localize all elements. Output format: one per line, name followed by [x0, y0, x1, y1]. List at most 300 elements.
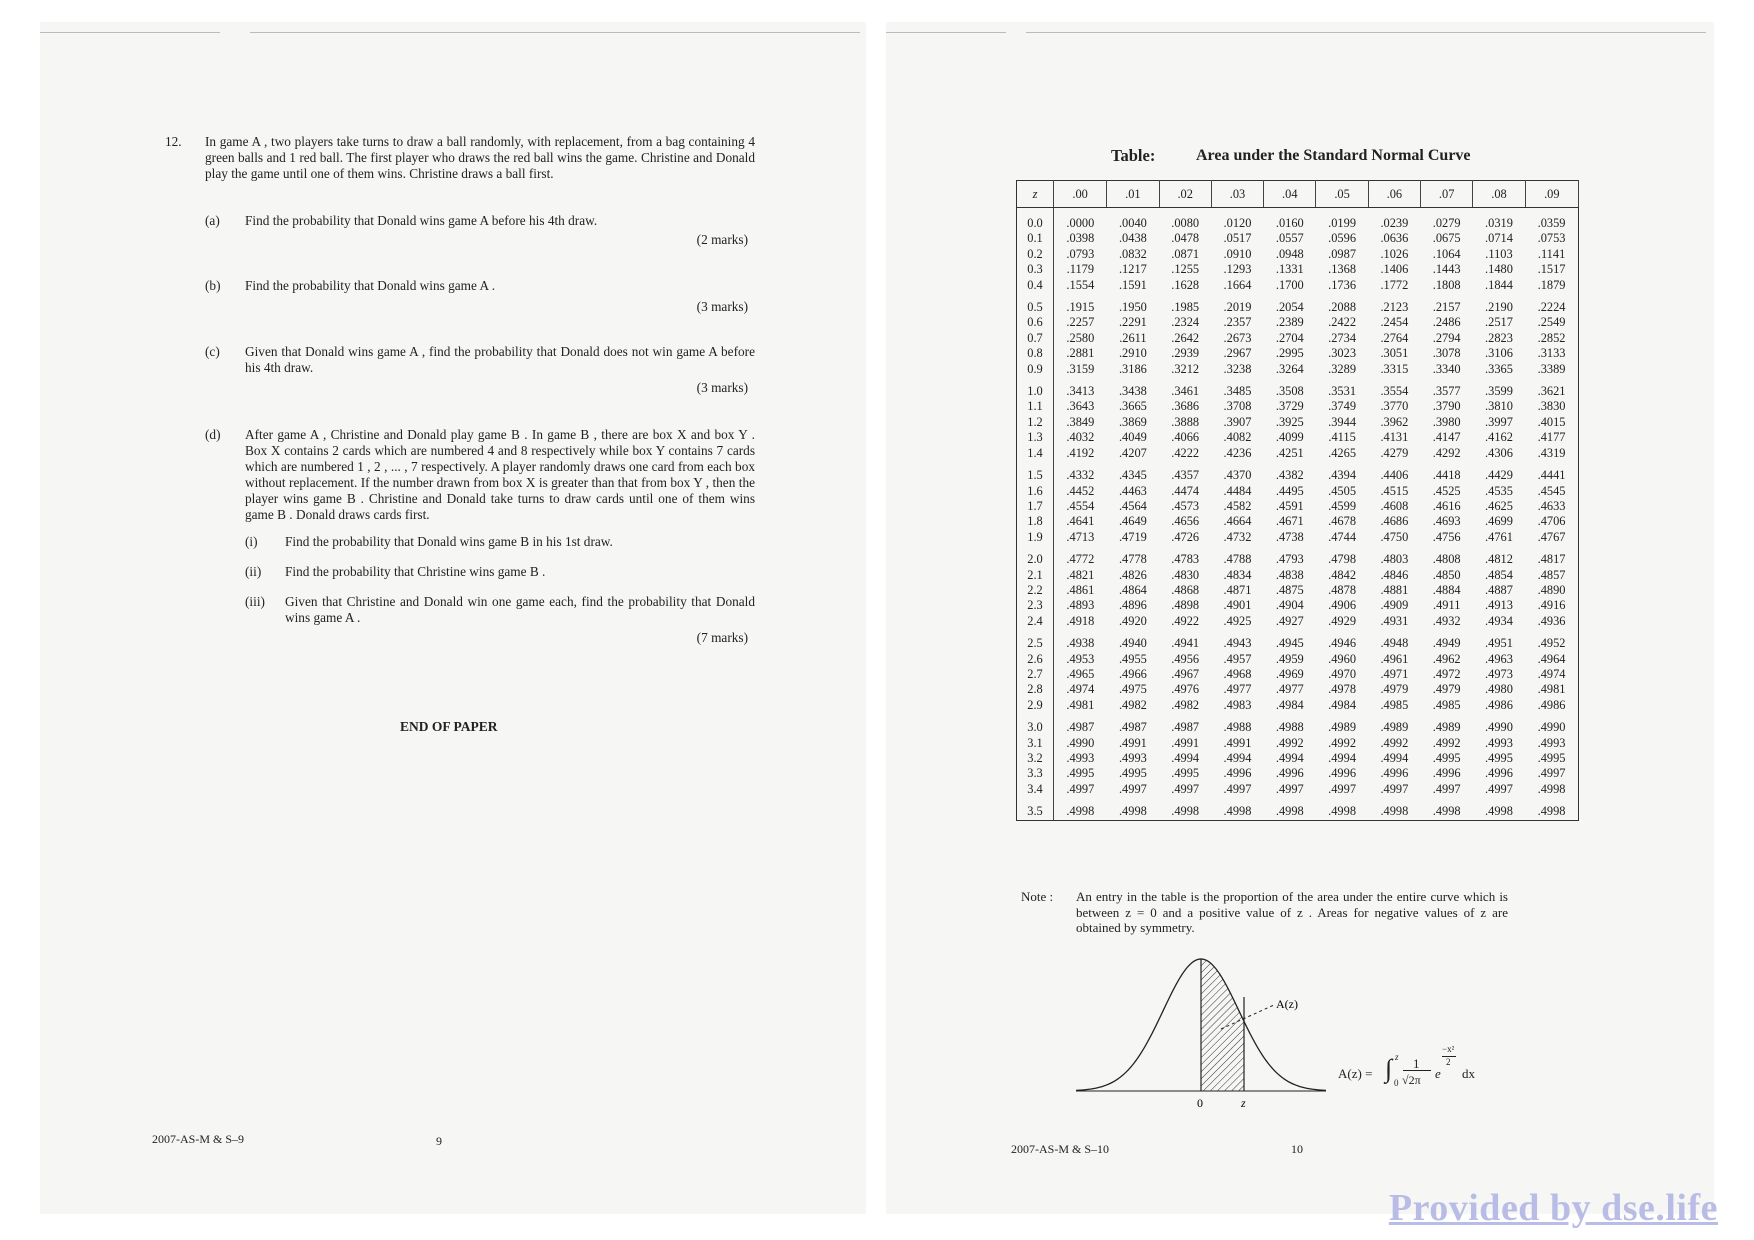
page-top-rule: [1026, 32, 1706, 33]
table-cell: .4979: [1432, 682, 1461, 697]
area-label: A(z): [1276, 997, 1298, 1011]
table-row: [1017, 514, 1579, 529]
table-cell: .4989: [1432, 720, 1461, 735]
table-cell: .0000: [1066, 216, 1095, 230]
row-z-value: 1.2: [1017, 415, 1054, 430]
table-cell: .4429: [1485, 468, 1513, 483]
table-row: [1017, 499, 1579, 514]
row-z-value: 1.4: [1017, 446, 1054, 461]
table-cell: .2324: [1171, 315, 1200, 330]
table-label: Table:: [1111, 146, 1156, 165]
table-cell: .4973: [1485, 666, 1513, 681]
table-cell: .4994: [1171, 751, 1200, 765]
row-z-value: 2.1: [1017, 568, 1054, 583]
table-cell: .1255: [1171, 262, 1200, 277]
table-cell: .4998: [1223, 804, 1252, 819]
table-cell: .4319: [1537, 445, 1566, 460]
question-number: 12.: [165, 134, 182, 149]
table-cell: .4909: [1380, 598, 1409, 613]
table-cell: .4967: [1171, 666, 1200, 681]
table-cell: .3023: [1328, 346, 1357, 361]
table-cell: .2764: [1380, 330, 1409, 345]
table-cell: .4868: [1171, 582, 1200, 597]
table-cell: .4838: [1275, 567, 1304, 582]
table-cell: .0080: [1171, 216, 1200, 230]
table-cell: .4382: [1275, 468, 1304, 483]
table-cell: .1406: [1380, 262, 1409, 277]
column-header: .07: [1421, 181, 1473, 208]
table-cell: .4998: [1328, 804, 1357, 819]
table-cell: .4995: [1537, 751, 1566, 765]
part-text-a: Find the probability that Donald wins game A before his 4th draw.: [245, 213, 598, 228]
table-cell: .4744: [1328, 529, 1357, 544]
table-cell: .4995: [1066, 766, 1095, 781]
table-cell: .4441: [1537, 468, 1566, 483]
table-cell: .2054: [1275, 300, 1304, 315]
part-text-c: Given that Donald wins game A , find the probability that Donald does not win game A before his 4th draw.: [245, 344, 755, 375]
table-cell: .4693: [1432, 514, 1461, 529]
table-row: [1017, 362, 1579, 377]
table-cell: .4871: [1223, 582, 1252, 597]
table-cell: .2995: [1275, 346, 1304, 361]
table-cell: .4974: [1066, 682, 1095, 697]
subpart-text-ii: Find the probability that Christine wins game B .: [285, 564, 546, 579]
table-cell: .3289: [1328, 361, 1357, 376]
fraction-numerator: 1: [1413, 1056, 1420, 1071]
table-cell: .3438: [1118, 384, 1147, 399]
table-cell: .0557: [1275, 231, 1304, 246]
table-cell: .4984: [1275, 697, 1304, 712]
column-header-z: z: [1017, 181, 1054, 208]
table-cell: .4591: [1275, 498, 1304, 513]
table-cell: .4953: [1066, 651, 1095, 666]
watermark-link[interactable]: Provided by dse.life: [1388, 1187, 1718, 1229]
row-z-value: 2.2: [1017, 583, 1054, 598]
table-cell: .4115: [1328, 430, 1356, 445]
table-cell: .0714: [1485, 231, 1513, 246]
table-cell: .1736: [1328, 277, 1357, 292]
table-cell: .3830: [1537, 399, 1566, 414]
table-cell: .4049: [1118, 430, 1147, 445]
table-cell: .4998: [1380, 804, 1409, 819]
table-cell: .4960: [1328, 651, 1357, 666]
table-row: [1017, 399, 1579, 414]
column-header: .05: [1316, 181, 1368, 208]
row-z-value: 1.7: [1017, 499, 1054, 514]
table-cell: .1844: [1485, 277, 1513, 292]
table-row: [1017, 377, 1579, 399]
exam-page-left: [40, 22, 866, 1214]
question-stem: In game A , two players take turns to draw a ball randomly, with replacement, from a bag containing 4 green balls and 1 red ball. The first player who draws the red ball wins the game. Christine and Donald play the game until one of them wins. Christine draws a ball first.: [205, 134, 755, 181]
table-cell: .4925: [1223, 613, 1252, 628]
table-cell: .2910: [1118, 346, 1147, 361]
table-row: [1017, 346, 1579, 361]
table-row: [1017, 415, 1579, 430]
subparts-marks: (7 marks): [696, 630, 748, 645]
row-z-value: 0.9: [1017, 362, 1054, 377]
table-cell: .4998: [1537, 804, 1566, 819]
table-cell: .3925: [1275, 414, 1304, 429]
table-cell: .4968: [1223, 666, 1252, 681]
table-row: [1017, 614, 1579, 629]
table-cell: .4608: [1380, 498, 1409, 513]
table-cell: .4906: [1328, 598, 1357, 613]
table-cell: .3577: [1432, 384, 1461, 399]
table-cell: .4357: [1171, 468, 1200, 483]
table-row: [1017, 782, 1579, 797]
table-cell: .4222: [1171, 445, 1200, 460]
table-cell: .4962: [1432, 651, 1461, 666]
table-row: [1017, 598, 1579, 613]
table-cell: .4964: [1537, 651, 1566, 666]
table-cell: .3531: [1328, 384, 1357, 399]
table-cell: .0120: [1223, 216, 1252, 230]
table-cell: .4985: [1432, 697, 1461, 712]
table-cell: .4525: [1432, 483, 1461, 498]
fraction-bar: [1403, 1070, 1431, 1071]
table-cell: .4761: [1485, 529, 1513, 544]
table-cell: .4990: [1066, 735, 1095, 750]
table-row: [1017, 430, 1579, 445]
table-cell: .4699: [1485, 514, 1513, 529]
subpart-text-i: Find the probability that Donald wins game B in his 1st draw.: [285, 534, 613, 549]
table-row: [1017, 682, 1579, 697]
table-cell: .4904: [1275, 598, 1304, 613]
table-cell: .4997: [1171, 781, 1200, 796]
table-cell: .4545: [1537, 483, 1566, 498]
table-cell: .4988: [1223, 720, 1252, 735]
table-cell: .3770: [1380, 399, 1409, 414]
table-cell: .4345: [1118, 468, 1147, 483]
table-cell: .4982: [1118, 697, 1147, 712]
row-z-value: 0.5: [1017, 293, 1054, 315]
table-cell: .4582: [1223, 498, 1252, 513]
table-cell: .0040: [1118, 216, 1147, 230]
table-row: [1017, 446, 1579, 461]
table-cell: .4788: [1223, 552, 1252, 567]
table-cell: .3962: [1380, 414, 1409, 429]
table-cell: .4495: [1275, 483, 1304, 498]
table-cell: .4985: [1380, 697, 1409, 712]
table-cell: .4834: [1223, 567, 1252, 582]
table-cell: .4808: [1432, 552, 1461, 567]
table-cell: .0987: [1328, 246, 1357, 261]
table-cell: .4896: [1118, 598, 1147, 613]
axis-z-label: z: [1241, 1096, 1246, 1110]
table-cell: .4996: [1328, 766, 1357, 781]
table-cell: .3997: [1485, 414, 1513, 429]
column-header: .09: [1525, 181, 1578, 208]
table-cell: .1480: [1485, 262, 1513, 277]
table-cell: .4846: [1380, 567, 1409, 582]
formula-dx: dx: [1462, 1066, 1475, 1081]
table-cell: .4406: [1380, 468, 1409, 483]
table-cell: .2704: [1275, 330, 1304, 345]
table-cell: .1808: [1432, 277, 1461, 292]
column-header: .01: [1107, 181, 1159, 208]
table-cell: .4505: [1328, 483, 1357, 498]
table-row: [1017, 530, 1579, 545]
table-cell: .2611: [1119, 330, 1147, 345]
table-row: [1017, 331, 1579, 346]
table-cell: .4965: [1066, 666, 1095, 681]
integral-sign: ∫: [1385, 1054, 1393, 1083]
table-cell: .0636: [1380, 231, 1409, 246]
table-cell: .4970: [1328, 666, 1357, 681]
table-cell: .4955: [1118, 651, 1147, 666]
table-cell: .4515: [1380, 483, 1409, 498]
table-cell: .4997: [1380, 781, 1409, 796]
table-cell: .4452: [1066, 483, 1095, 498]
table-cell: .4641: [1066, 514, 1095, 529]
subpart-label-iii: (iii): [245, 594, 265, 609]
table-cell: .4306: [1485, 445, 1513, 460]
table-cell: .4997: [1432, 781, 1461, 796]
row-z-value: 3.4: [1017, 782, 1054, 797]
table-cell: .4966: [1118, 666, 1147, 681]
table-cell: .4998: [1171, 804, 1200, 819]
table-cell: .2291: [1118, 315, 1147, 330]
table-cell: .1664: [1223, 277, 1252, 292]
table-cell: .4778: [1118, 552, 1147, 567]
table-cell: .3749: [1328, 399, 1357, 414]
table-cell: .4292: [1432, 445, 1461, 460]
table-row: [1017, 766, 1579, 781]
table-cell: .3264: [1275, 361, 1304, 376]
part-text-b: Find the probability that Donald wins game A .: [245, 278, 496, 293]
subpart-label-i: (i): [245, 534, 258, 549]
end-of-paper: END OF PAPER: [400, 719, 498, 734]
table-cell: .4984: [1328, 697, 1357, 712]
table-cell: .2967: [1223, 346, 1252, 361]
table-cell: .4998: [1118, 804, 1147, 819]
table-cell: .4982: [1171, 697, 1200, 712]
table-cell: .0478: [1171, 231, 1200, 246]
table-cell: .4756: [1432, 529, 1461, 544]
table-cell: .1700: [1275, 277, 1304, 292]
table-cell: .4934: [1485, 613, 1513, 628]
table-cell: .4992: [1432, 735, 1461, 750]
table-cell: .4992: [1328, 735, 1357, 750]
table-cell: .4066: [1171, 430, 1200, 445]
table-cell: .4207: [1118, 445, 1147, 460]
table-row: [1017, 315, 1579, 330]
table-cell: .1517: [1537, 262, 1566, 277]
table-cell: .3078: [1432, 346, 1461, 361]
table-cell: .3238: [1223, 361, 1252, 376]
table-cell: .4992: [1275, 735, 1304, 750]
exam-page-right: [886, 22, 1714, 1214]
table-cell: .4940: [1118, 636, 1147, 651]
table-cell: .3980: [1432, 414, 1461, 429]
table-cell: .4713: [1066, 529, 1095, 544]
table-row: [1017, 208, 1579, 232]
table-cell: .4279: [1380, 445, 1409, 460]
table-cell: .4920: [1118, 613, 1147, 628]
table-cell: .4599: [1328, 498, 1357, 513]
table-cell: .4783: [1171, 552, 1200, 567]
column-header: .00: [1054, 181, 1107, 208]
note-label: Note :: [1021, 889, 1054, 904]
table-cell: .4987: [1118, 720, 1147, 735]
table-cell: .4732: [1223, 529, 1252, 544]
table-cell: .4992: [1380, 735, 1409, 750]
table-row: [1017, 652, 1579, 667]
table-cell: .4951: [1485, 636, 1513, 651]
table-cell: .3461: [1171, 384, 1200, 399]
table-cell: .4996: [1275, 766, 1304, 781]
page-number: 10: [1291, 1142, 1303, 1156]
part-marks-a: (2 marks): [696, 232, 748, 247]
row-z-value: 2.3: [1017, 598, 1054, 613]
table-cell: .4997: [1328, 781, 1357, 796]
table-cell: .1628: [1171, 277, 1200, 292]
subpart-label-ii: (ii): [245, 564, 262, 579]
table-cell: .4993: [1066, 751, 1095, 765]
table-cell: .4997: [1223, 781, 1252, 796]
table-cell: .4817: [1537, 552, 1566, 567]
table-cell: .0793: [1066, 246, 1095, 261]
table-cell: .2517: [1485, 315, 1513, 330]
table-cell: .4332: [1066, 468, 1095, 483]
row-z-value: 1.6: [1017, 484, 1054, 499]
table-cell: .4625: [1485, 498, 1513, 513]
table-cell: .4996: [1380, 766, 1409, 781]
table-cell: .3708: [1223, 399, 1252, 414]
table-row: [1017, 231, 1579, 246]
table-cell: .4987: [1171, 720, 1200, 735]
table-cell: .4719: [1118, 529, 1147, 544]
table-cell: .3340: [1432, 361, 1461, 376]
table-row: [1017, 583, 1579, 598]
table-cell: .4994: [1275, 751, 1304, 765]
table-cell: .0160: [1275, 216, 1304, 230]
table-cell: .4932: [1432, 613, 1461, 628]
table-cell: .0438: [1118, 231, 1147, 246]
table-row: [1017, 667, 1579, 682]
table-cell: .1179: [1066, 262, 1095, 277]
table-cell: .4993: [1537, 735, 1566, 750]
table-cell: .2088: [1328, 300, 1357, 315]
table-cell: .4978: [1328, 682, 1357, 697]
table-cell: .4997: [1118, 781, 1147, 796]
table-cell: .3212: [1171, 361, 1200, 376]
table-cell: .4998: [1537, 781, 1566, 796]
table-cell: .4957: [1223, 651, 1252, 666]
table-cell: .4463: [1118, 483, 1147, 498]
table-cell: .4993: [1485, 735, 1513, 750]
table-cell: .3508: [1275, 384, 1304, 399]
table-cell: .3907: [1223, 414, 1252, 429]
table-cell: .4830: [1171, 567, 1200, 582]
integral-lower: 0: [1394, 1078, 1399, 1088]
table-cell: .1331: [1275, 262, 1304, 277]
table-row: [1017, 484, 1579, 499]
table-cell: .4826: [1118, 567, 1147, 582]
table-cell: .2549: [1537, 315, 1566, 330]
table-cell: .4251: [1275, 445, 1304, 460]
table-cell: .3186: [1118, 361, 1147, 376]
row-z-value: 3.3: [1017, 766, 1054, 781]
table-cell: .2794: [1432, 330, 1461, 345]
table-cell: .4959: [1275, 651, 1304, 666]
row-z-value: 3.1: [1017, 736, 1054, 751]
table-cell: .4963: [1485, 651, 1513, 666]
table-cell: .4916: [1537, 598, 1566, 613]
table-cell: .4850: [1432, 567, 1461, 582]
table-cell: .4192: [1066, 445, 1095, 460]
table-cell: .4015: [1537, 414, 1566, 429]
table-cell: .4821: [1066, 567, 1095, 582]
exponent-denominator: 2: [1446, 1057, 1451, 1067]
table-cell: .4678: [1328, 514, 1357, 529]
table-cell: .4861: [1066, 582, 1095, 597]
table-cell: .3413: [1066, 384, 1095, 399]
table-cell: .3159: [1066, 361, 1095, 376]
table-cell: .0398: [1066, 231, 1095, 246]
row-z-value: 2.6: [1017, 652, 1054, 667]
table-cell: .4857: [1537, 567, 1566, 582]
row-z-value: 0.1: [1017, 231, 1054, 246]
table-cell: .3665: [1118, 399, 1147, 414]
table-cell: .4986: [1537, 697, 1566, 712]
table-cell: .4979: [1380, 682, 1409, 697]
row-z-value: 1.9: [1017, 530, 1054, 545]
table-cell: .4854: [1485, 567, 1513, 582]
table-cell: .4656: [1171, 514, 1200, 529]
table-cell: .3849: [1066, 414, 1095, 429]
table-cell: .4750: [1380, 529, 1409, 544]
table-cell: .4099: [1275, 430, 1304, 445]
table-cell: .4236: [1223, 445, 1252, 460]
table-row: [1017, 293, 1579, 315]
row-z-value: 1.5: [1017, 461, 1054, 483]
table-cell: .2019: [1223, 300, 1252, 315]
table-cell: .4881: [1380, 582, 1409, 597]
table-row: [1017, 278, 1579, 293]
page-number: 9: [436, 1134, 442, 1148]
table-cell: .4998: [1485, 804, 1513, 819]
table-cell: .0871: [1171, 246, 1200, 261]
table-cell: .4484: [1223, 483, 1252, 498]
table-cell: .4986: [1485, 697, 1513, 712]
table-cell: .1950: [1118, 300, 1147, 315]
part-marks-b: (3 marks): [696, 299, 748, 314]
table-row: [1017, 568, 1579, 583]
table-cell: .3729: [1275, 399, 1304, 414]
table-cell: .4989: [1328, 720, 1357, 735]
table-cell: .4265: [1328, 445, 1357, 460]
table-row: [1017, 545, 1579, 567]
table-cell: .1293: [1223, 262, 1252, 277]
table-cell: .4931: [1380, 613, 1409, 628]
table-cell: .4890: [1537, 582, 1566, 597]
integral-upper: z: [1395, 1052, 1399, 1062]
row-z-value: 1.1: [1017, 399, 1054, 414]
table-cell: .2123: [1380, 300, 1409, 315]
table-cell: .3485: [1223, 384, 1252, 399]
table-cell: .4969: [1275, 666, 1304, 681]
table-cell: .4884: [1432, 582, 1461, 597]
table-cell: .4994: [1380, 751, 1409, 765]
table-cell: .0675: [1432, 231, 1461, 246]
table-cell: .4913: [1485, 598, 1513, 613]
table-cell: .4972: [1432, 666, 1461, 681]
table-cell: .1879: [1537, 277, 1566, 292]
row-z-value: 0.6: [1017, 315, 1054, 330]
table-cell: .2852: [1537, 330, 1566, 345]
table-cell: .3554: [1380, 384, 1409, 399]
